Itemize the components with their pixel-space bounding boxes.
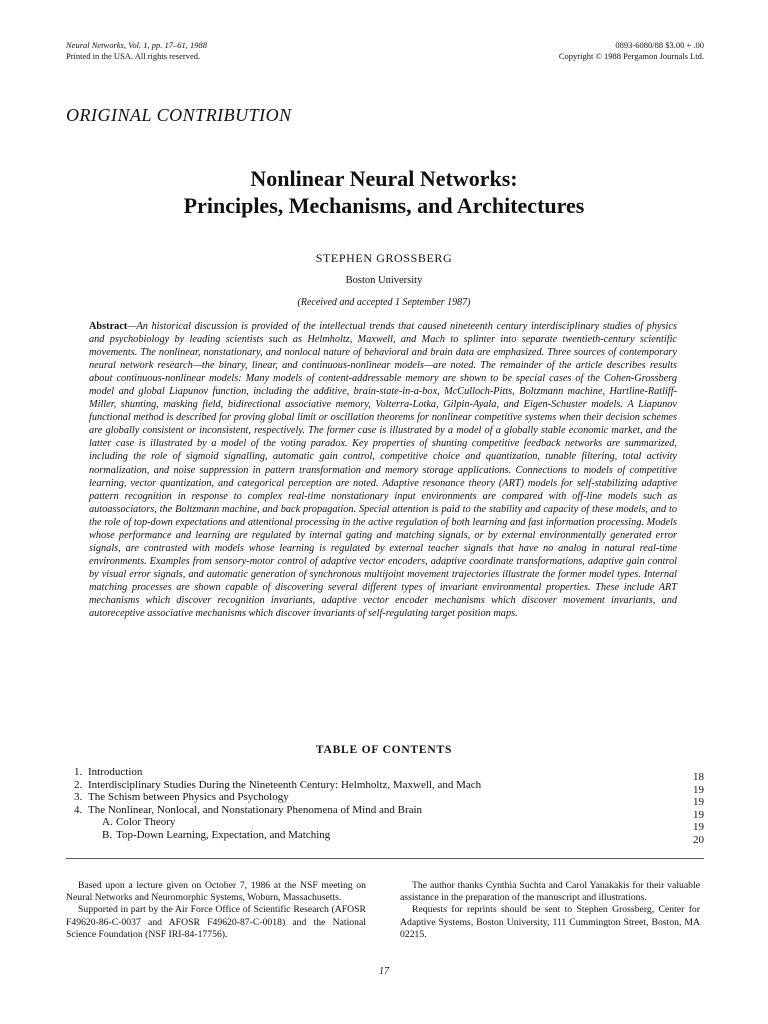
toc-entry xyxy=(74,803,704,821)
toc-entry-number: 4. xyxy=(74,803,83,816)
footnotes-right xyxy=(400,880,700,941)
author-name: STEPHEN GROSSBERG xyxy=(315,251,453,265)
toc-entry-number: 3. xyxy=(74,791,83,803)
toc-entry-page: 19 xyxy=(693,783,704,796)
page-number: 17 xyxy=(379,966,389,977)
toc-entry-title: Interdisciplinary Studies During the Nineteenth Century: Helmholtz, Maxwell, and Mach xyxy=(88,778,482,791)
toc-entry xyxy=(74,828,704,846)
toc-entry-page: 20 xyxy=(693,833,704,846)
toc-entry xyxy=(74,778,704,796)
copyright-header xyxy=(559,40,704,62)
toc-entry-title: Top-Down Learning, Expectation, and Matching xyxy=(116,828,331,841)
title-line-1: Nonlinear Neural Networks: xyxy=(250,166,518,191)
journal-citation: Neural Networks, Vol. 1, pp. 17–61, 1988 xyxy=(66,40,207,50)
footnote-lecture: Based upon a lecture given on October 7, 1986 at the NSF meeting on Neural Networks and Neuromorphic Systems, Woburn, Massachusetts. xyxy=(66,880,366,904)
abstract-text: —An historical discussion is provided of the intellectual trends that caused nineteenth century interdisciplinary studies of physics and psychobiology by leading scientists such as Helmholtz, Maxwell, and Mach to splinter into separate twentieth-century scientific movements. The nonlinear, nonstationary, and nonlocal nature of behavioral and brain data are emphasized. Three sources of contemporary neural network research—the binary, linear, and continuous-nonlinear models—are noted. The remainder of the article describes results about continuous-nonlinear models: Many models of content-addressable memory are shown to be special cases of the Cohen-Grossberg model and global Liapunov function, including the additive, brain-state-in-a-box, McCulloch-Pitts, Boltzmann machine, Hartline-Ratliff-Miller, shunting, masking field, bidirectional associative memory, Volterra-Lotka, Gilpin-Ayala, and Eigen-Schuster models. A Liapunov functional method is described for proving global limit or oscillation theorems for nonlinear competitive systems when their decision schemes are globally consistent or inconsistent, respectively. The former case is illustrated by a model of a globally stable economic market, and the latter case is illustrated by a model of the voting paradox. Key properties of shunting competitive feedback networks are summarized, including the role of sigmoid signalling, automatic gain control, competitive choice and quantization, tunable filtering, total activity normalization, and noise suppression in pattern transformation and memory storage applications. Connections to models of competitive learning, vector quantization, and categorical perception are noted. Adaptive resonance theory (ART) models for self-stabilizing adaptive pattern recognition in response to complex real-time nonstationary input environments are compared with off-line models such as autoassociators, the Boltzmann machine, and back propagation. Special attention is paid to the stability and capacity of these models, and to the role of top-down expectations and attentional processing in the active regulation of both learning and fast information processing. Models whose performance and learning are regulated by internal gating and matching signals, or by external environmentally generated error signals, are contrasted with models whose learning is regulated by external teacher signals that have no analog in natural real-time environments. Examples from sensory-motor control of adaptive vector encoders, adaptive coordinate transformations, adaptive gain control by visual error signals, and automatic generation of synchronous multijoint movement trajectories illustrate the former model types. Internal matching processes are shown capable of discovering several different types of invariant environmental properties. These include ART mechanisms which discover recognition invariants, adaptive vector encoder mechanisms which discover movement invariants, and autoreceptive associative mechanisms which discover invariants of self-regulating target position maps. xyxy=(89,321,677,620)
footnote-support: Supported in part by the Air Force Office of Scientific Research (AFOSR F49620-86-C-0037 and AFOSR F49620-87-C-0018) and the National Science Foundation (NSF IRI-84-17756). xyxy=(66,904,366,940)
footnote-divider xyxy=(66,858,704,859)
toc-entry-number: 2. xyxy=(74,778,83,791)
toc-entry-number: A. xyxy=(102,816,113,828)
toc-entry-page: 19 xyxy=(693,796,704,808)
toc-entry-page: 18 xyxy=(693,771,704,783)
toc-entry-page: 19 xyxy=(693,808,704,821)
toc-entry xyxy=(74,791,704,808)
author-affiliation: Boston University xyxy=(345,275,423,286)
footnote-reprints: Requests for reprints should be sent to Stephen Grossberg, Center for Adaptive Systems, Boston University, 111 Cummington Street, Boston, MA 02215. xyxy=(400,904,700,940)
toc-entry xyxy=(74,766,704,783)
paper-title xyxy=(0,165,768,219)
toc-entry-number: B. xyxy=(102,828,113,841)
copyright-notice: Copyright © 1988 Pergamon Journals Ltd. xyxy=(558,51,704,61)
footnotes-left xyxy=(66,880,366,941)
printed-notice: Printed in the USA. All rights reserved. xyxy=(66,51,201,61)
toc-entry-number: 1. xyxy=(74,766,83,778)
journal-header xyxy=(66,40,207,62)
toc-entry-page: 19 xyxy=(693,821,704,833)
toc-entry-title: Introduction xyxy=(88,766,143,778)
abstract xyxy=(89,320,677,620)
title-line-2: Principles, Mechanisms, and Architectures xyxy=(183,193,585,218)
table-of-contents xyxy=(74,766,704,846)
received-date: (Received and accepted 1 September 1987) xyxy=(297,297,471,308)
issn-code: 0893-6080/88 $3.00 + .00 xyxy=(615,40,704,50)
toc-entry-title: The Nonlinear, Nonlocal, and Nonstationary Phenomena of Mind and Brain xyxy=(88,803,423,816)
toc-entry-title: Color Theory xyxy=(116,816,176,828)
abstract-label: Abstract xyxy=(89,321,128,332)
toc-entry-title: The Schism between Physics and Psychology xyxy=(88,791,289,803)
section-label: ORIGINAL CONTRIBUTION xyxy=(66,105,292,125)
toc-entry xyxy=(74,816,704,833)
footnote-thanks: The author thanks Cynthia Suchta and Carol Yanakakis for their valuable assistance in the preparation of the manuscript and illustrations. xyxy=(400,880,700,904)
toc-heading: TABLE OF CONTENTS xyxy=(315,744,453,756)
